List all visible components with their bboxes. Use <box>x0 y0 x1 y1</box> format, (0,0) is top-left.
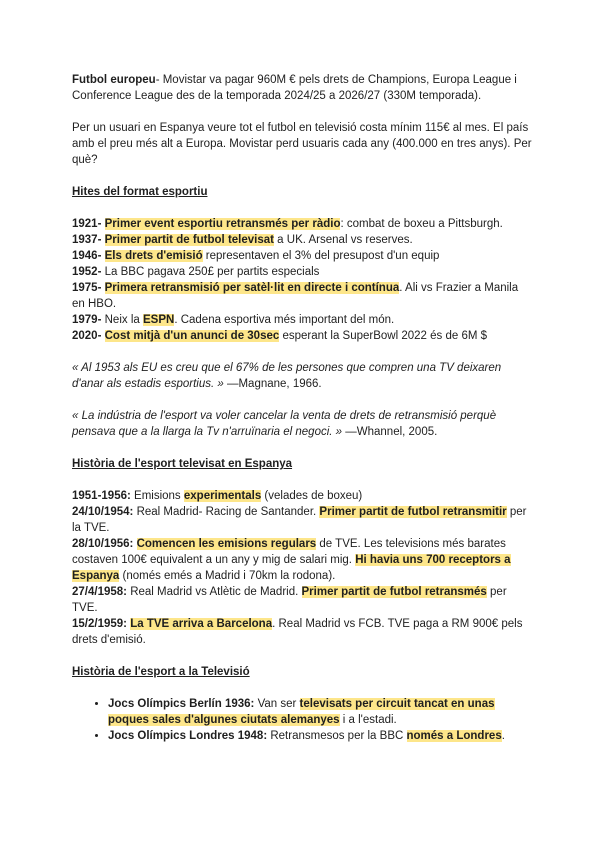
event-date: 1951-1956: <box>72 490 131 502</box>
event-date: 24/10/1954: <box>72 506 134 518</box>
section-heading-televisio: Història de l'esport a la Televisió <box>72 666 250 678</box>
espanya-item: 28/10/1956: Comencen les emisions regulars de TVE. Les televisions més barates costaven 100€ equivalent a un any y mig de salari mig. Hi havia uns 700 receptors a Espanya (només emés a Madrid i 70km la rodona). <box>72 538 511 582</box>
section-heading-espanya: Història de l'esport televisat en Espanya <box>72 458 293 470</box>
list-item: • Jocs Olímpics Berlín 1936: Van ser televisats per circuit tancat en unas poques sales d'algunes ciutats alemanyes i a l'estadi. <box>108 696 532 728</box>
list-item: • Jocs Olímpics Londres 1948: Retransmesos per la BBC només a Londres. <box>108 728 532 744</box>
highlight: Comencen les emisions regulars <box>136 538 317 550</box>
intro-paragraph <box>72 72 532 104</box>
quote-magnane: « Al 1953 als EU es creu que el 67% de les persones que compren una TV deixaren d'anar als estadis esportius. » —Magnane, 1966. <box>72 362 502 390</box>
hite-item: 1979- Neix la ESPN. Cadena esportiva més important del món. <box>72 314 395 326</box>
hite-year: 1952 <box>72 266 98 278</box>
hite-item: 2020- Cost mitjà d'un anunci de 30sec esperant la SuperBowl 2022 és de 6M $ <box>72 330 488 342</box>
hite-year: 1921 <box>72 218 98 230</box>
hite-year: 1975 <box>72 282 98 294</box>
event-date: 15/2/1959: <box>72 618 127 630</box>
intro-text: - Movistar va pagar 960M € pels drets de Champions, Europa League i Conference League des de la temporada 2024/25 a 2026/27 (330M temporada). <box>72 74 517 102</box>
highlight: experimentals <box>183 490 262 502</box>
highlight: Primera retransmisió per satèl·lit en directe i contínua <box>104 282 400 294</box>
espanya-item: 27/4/1958: Real Madrid vs Atlètic de Madrid. Primer partit de futbol retransmés per TVE. <box>72 586 507 614</box>
document-body <box>72 72 532 744</box>
espanya-item: 24/10/1954: Real Madrid- Racing de Santander. Primer partit de futbol retransmitir per la TVE. <box>72 506 527 534</box>
hite-year: 1937 <box>72 234 98 246</box>
cost-paragraph: Per un usuari en Espanya veure tot el futbol en televisió costa mínim 115€ al mes. El país amb el preu més alt a Europa. Movistar perd usuaris cada any (400.000 en tres anys). Per què? <box>72 122 532 166</box>
hite-item: 1921- Primer event esportiu retransmés per ràdio: combat de boxeu a Pittsburgh. <box>72 218 503 230</box>
highlight: només a Londres <box>406 730 502 742</box>
highlight: televisats per circuit tancat en unas poques sales d'algunes ciutats alemanyes <box>108 698 495 726</box>
highlight: Primer partit de futbol retransmitir <box>319 506 507 518</box>
highlight: Primer partit de futbol televisat <box>104 234 274 246</box>
highlight: Els drets d'emisió <box>104 250 203 262</box>
highlight: La TVE arriva a Barcelona <box>130 618 273 630</box>
event-date: 27/4/1958: <box>72 586 127 598</box>
highlight: Primer event esportiu retransmés per ràdio <box>104 218 341 230</box>
hite-year: 1946 <box>72 250 98 262</box>
highlight: Cost mitjà d'un anunci de 30sec <box>104 330 280 342</box>
hite-item: 1946- Els drets d'emisió representaven el 3% del presupost d'un equip <box>72 250 440 262</box>
hite-year: 1979 <box>72 314 98 326</box>
highlight: Hi havia uns 700 receptors a Espanya <box>72 554 511 582</box>
hite-item: 1952- La BBC pagava 250£ per partits especials <box>72 266 320 278</box>
section-heading-hites: Hites del format esportiu <box>72 186 208 198</box>
event-date: 28/10/1956: <box>72 538 134 550</box>
hite-item: 1975- Primera retransmisió per satèl·lit en directe i contínua. Ali vs Frazier a Manila en HBO. <box>72 282 519 310</box>
espanya-list <box>72 488 532 648</box>
hite-year: 2020 <box>72 330 98 342</box>
intro-title: Futbol europeu <box>72 74 156 86</box>
espanya-item: 15/2/1959: La TVE arriva a Barcelona. Real Madrid vs FCB. TVE paga a RM 900€ pels drets d'emisió. <box>72 618 523 646</box>
quote-whannel: « La indústria de l'esport va voler cancelar la venta de drets de retransmisió perquè pensava que a la llarga la Tv n'arruïnaria el negoci. » —Whannel, 2005. <box>72 410 497 438</box>
highlight: ESPN <box>142 314 175 326</box>
hite-item: 1937- Primer partit de futbol televisat a UK. Arsenal vs reserves. <box>72 234 413 246</box>
hites-list <box>72 216 532 344</box>
highlight: Primer partit de futbol retransmés <box>301 586 487 598</box>
olympics-list <box>72 696 532 744</box>
espanya-item: 1951-1956: Emisions experimentals (velades de boxeu) <box>72 490 363 502</box>
